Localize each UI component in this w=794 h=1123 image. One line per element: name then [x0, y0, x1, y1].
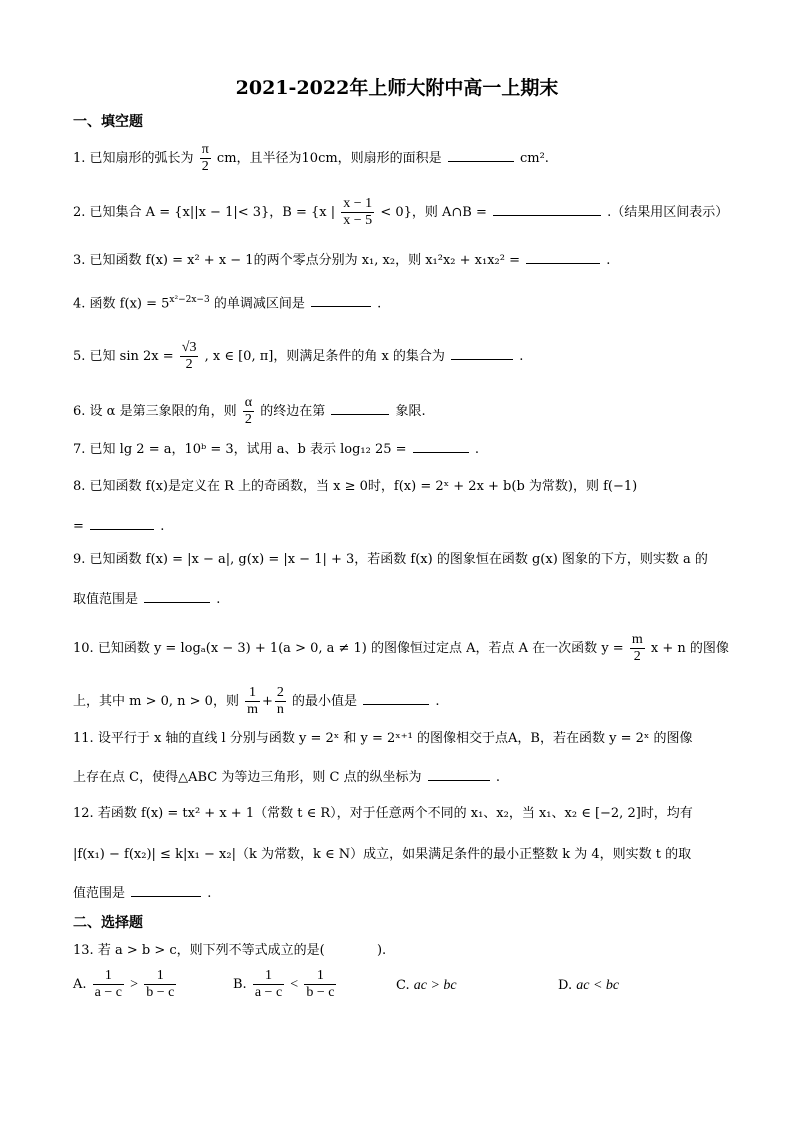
question-text: x + n 的图像	[650, 641, 729, 656]
question-number: 10.	[73, 641, 94, 656]
answer-blank[interactable]	[413, 438, 469, 453]
question-12	[73, 805, 723, 823]
question-text: .	[474, 442, 479, 457]
fraction: $\frac{1}{a - c}$	[254, 968, 283, 1000]
question-4	[73, 291, 723, 313]
question-text: =	[73, 519, 84, 534]
question-9-continued	[73, 588, 723, 609]
fraction: $\frac{1}{b - c}$	[306, 968, 335, 1000]
question-text: 上存在点 C，使得△ABC 为等边三角形，则 C 点的纵坐标为	[73, 770, 422, 785]
question-number: 2.	[73, 205, 86, 220]
question-text: .	[216, 592, 221, 607]
question-text: 的单调减区间是	[213, 296, 305, 312]
answer-blank[interactable]	[451, 345, 513, 360]
option-b[interactable]	[233, 968, 338, 1001]
question-number: 12.	[73, 806, 94, 821]
question-text: |f(x₁) − f(x₂)| ≤ k|x₁ − x₂|（k 为常数，k ∈ N）成立，如果满足条件的最小正整数 k 为 4，则实数 t 的取	[73, 847, 692, 862]
fraction: $\frac{1}{b - c}$	[146, 968, 175, 1000]
answer-blank[interactable]	[363, 690, 429, 705]
question-12-continued-2	[73, 882, 723, 903]
relation-symbol: >	[130, 977, 139, 992]
question-text: ).	[376, 943, 387, 958]
question-7	[73, 438, 723, 459]
question-5	[73, 340, 723, 373]
answer-blank[interactable]	[428, 766, 490, 781]
question-text: , x ∈ [0, π]，则满足条件的角 x 的集合为	[204, 349, 445, 364]
answer-blank[interactable]	[331, 400, 389, 415]
question-number: 4.	[73, 296, 86, 312]
answer-blank[interactable]	[90, 515, 154, 530]
question-text: 值范围是	[73, 886, 126, 901]
question-number: 3.	[73, 253, 86, 268]
option-text: ac > bc	[413, 978, 457, 993]
page-title: 2021-2022年上师大附中高一上期末	[235, 77, 559, 99]
question-9	[73, 551, 723, 569]
option-d[interactable]	[558, 978, 619, 994]
question-text: cm，且半径为10cm，则扇形的面积是	[216, 151, 442, 166]
option-label: B.	[233, 977, 247, 992]
fraction: $\frac{m}{2}$	[631, 632, 643, 664]
question-6	[73, 395, 723, 428]
question-text: 已知函数 f(x) = x² + x − 1的两个零点分别为 x₁, x₂，则 x₁²x₂ + x₁x₂² =	[89, 253, 520, 268]
relation-symbol: <	[290, 977, 299, 992]
question-13	[73, 942, 723, 960]
question-text: {x |	[311, 205, 336, 220]
question-text: .	[377, 296, 382, 312]
question-number: 8.	[73, 479, 86, 494]
question-text: 已知扇形的弧长为	[89, 151, 194, 166]
answer-blank[interactable]	[526, 249, 600, 264]
question-text: 已知函数 y = logₐ(x − 3) + 1(a > 0, a ≠ 1) 的图像恒过定点 A，若点 A 在一次函数 y =	[97, 641, 624, 656]
question-8	[73, 478, 723, 496]
question-number: 9.	[73, 552, 86, 567]
question-text: 取值范围是	[73, 592, 139, 607]
fraction: $\frac{1}{a - c}$	[94, 968, 122, 1000]
question-text: 已知函数 f(x)是定义在 R 上的奇函数，当 x ≥ 0时，f(x) = 2ˣ + 2x + b(b 为常数)，则 f(−1)	[89, 479, 638, 494]
question-text: < 0}，则 A∩B =	[380, 205, 487, 220]
option-text: ac < bc	[576, 978, 620, 993]
question-text: .	[519, 349, 524, 364]
question-3	[73, 249, 723, 270]
question-text: 设平行于 x 轴的直线 l 分别与函数 y = 2ˣ 和 y = 2ˣ⁺¹ 的图像相交于点A，B，若在函数 y = 2ˣ 的图像	[97, 731, 693, 746]
answer-blank[interactable]	[131, 882, 201, 897]
fraction: $\frac{1}{m}$	[247, 685, 258, 717]
option-label: C.	[396, 978, 410, 993]
question-text: cm².	[519, 151, 549, 166]
question-number: 13.	[73, 943, 94, 958]
question-number: 1.	[73, 151, 86, 166]
fraction: $\frac{x - 1}{x - 5}$	[343, 196, 373, 228]
answer-blank[interactable]	[311, 292, 371, 307]
question-10-continued: 上，其中 m > 0, n > 0，则 $\frac{1}{m}$ + $\frac{2}{n}$ 的最小值是 .	[73, 685, 440, 717]
question-number: 6.	[73, 404, 86, 419]
option-label: D.	[558, 978, 573, 993]
question-text: 已知集合 A = {x||x − 1|< 3}，B =	[89, 205, 307, 220]
question-12-continued	[73, 846, 723, 864]
question-text: 若函数 f(x) = tx² + x + 1（常数 t ∈ R），对于任意两个不同的 x₁、x₂，当 x₁、x₂ ∈ [−2, 2]时，均有	[97, 806, 693, 821]
question-text: 的终边在第	[260, 404, 326, 419]
question-text: 已知 sin 2x =	[89, 349, 174, 364]
fraction: $\frac{√3}{2}$	[181, 340, 197, 372]
question-text: 设 α 是第三象限的角，则	[89, 404, 237, 419]
question-text: 函数 f(x) = 5	[89, 296, 170, 312]
question-text: .	[495, 770, 500, 785]
question-text: .	[606, 253, 611, 268]
question-10	[73, 632, 729, 665]
option-a[interactable]	[73, 968, 178, 1001]
question-11	[73, 730, 723, 748]
question-text: 已知 lg 2 = a，10ᵇ = 3，试用 a、b 表示 log₁₂ 25 =	[89, 442, 407, 457]
question-11-continued	[73, 766, 723, 787]
question-number: 5.	[73, 349, 86, 364]
question-8-continued	[73, 515, 723, 536]
question-text: .	[160, 519, 165, 534]
question-number: 7.	[73, 442, 86, 457]
fraction: $\frac{\pi}{2}$	[201, 142, 209, 174]
question-text: .（结果用区间表示）	[607, 205, 729, 220]
question-text: .	[207, 886, 212, 901]
option-c[interactable]	[396, 978, 457, 994]
fraction: $\frac{2}{n}$	[276, 685, 284, 717]
exponent: x²−2x−3	[169, 295, 210, 305]
fraction: $\frac{\alpha}{2}$	[244, 395, 253, 427]
answer-blank[interactable]	[448, 147, 514, 162]
question-1	[73, 142, 723, 175]
question-2	[73, 196, 729, 229]
question-text: 若 a > b > c，则下列不等式成立的是(	[97, 943, 325, 958]
section-choice: 二、选择题	[73, 915, 143, 931]
question-number: 11.	[73, 731, 94, 746]
question-text: .	[435, 694, 440, 709]
section-fill-in: 一、填空题	[73, 114, 143, 130]
question-text: 上，其中 m > 0, n > 0，则	[73, 694, 239, 709]
answer-blank[interactable]	[144, 588, 210, 603]
question-text: 象限.	[395, 404, 426, 419]
option-label: A.	[73, 977, 87, 992]
answer-blank[interactable]	[493, 201, 601, 216]
question-text: 已知函数 f(x) = |x − a|, g(x) = |x − 1| + 3，若函数 f(x) 的图象恒在函数 g(x) 图象的下方，则实数 a 的	[89, 552, 708, 567]
question-text: 的最小值是	[292, 694, 358, 709]
